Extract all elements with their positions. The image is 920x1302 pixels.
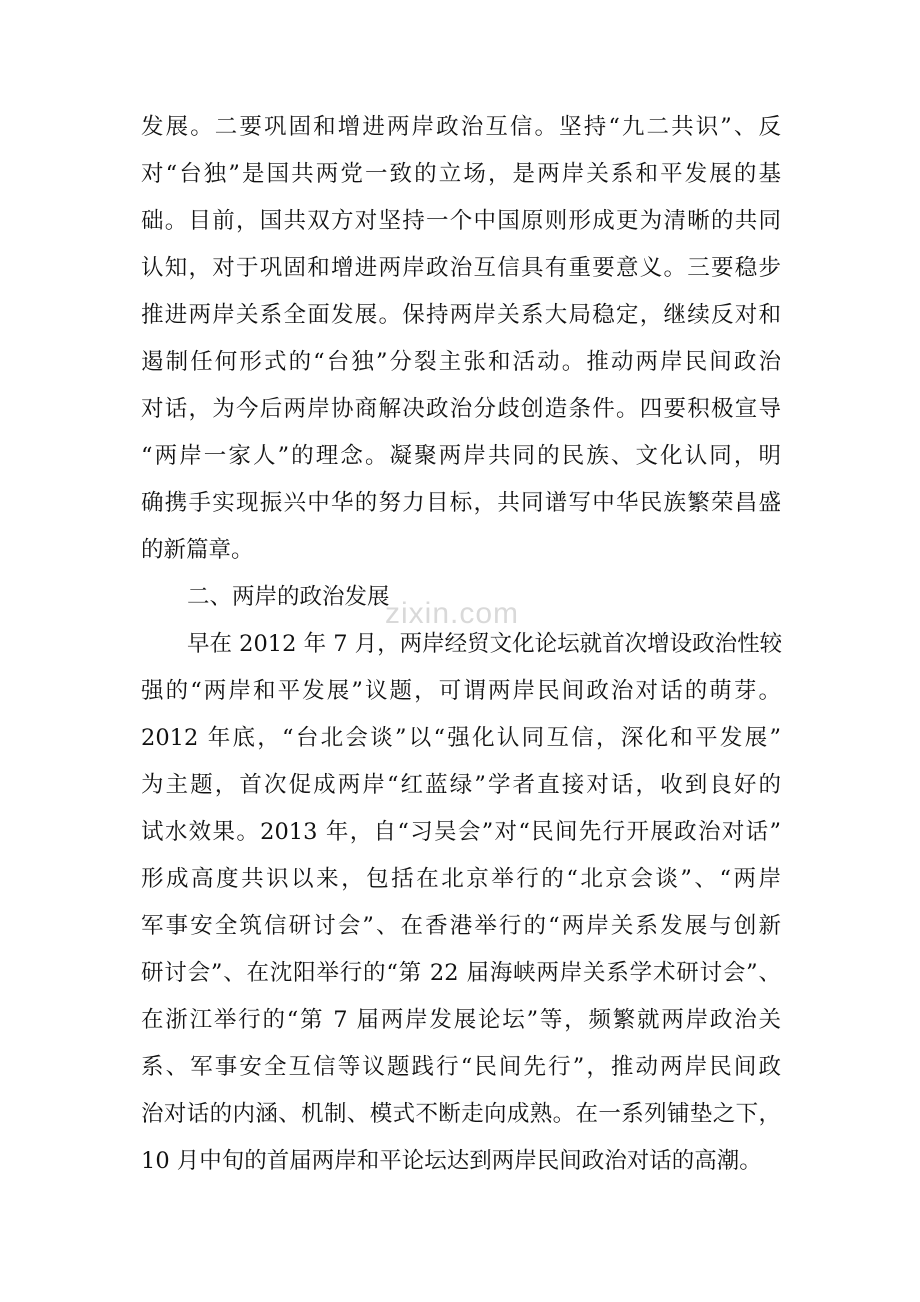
body-line: 强的“两岸和平发展”议题，可谓两岸民间政治对话的萌芽。 [141, 678, 781, 704]
body-line: “两岸一家人”的理念。凝聚两岸共同的民族、文化认同，明 [141, 443, 781, 469]
body-line: 2012 年底，“台北会谈”以“强化认同互信，深化和平发展” [141, 725, 781, 751]
body-line: 的新篇章。 [141, 537, 254, 563]
body-line: 推进两岸关系全面发展。保持两岸关系大局稳定，继续反对和 [141, 302, 781, 328]
body-line: 早在 2012 年 7 月，两岸经贸文化论坛就首次增设政治性较 [187, 631, 783, 657]
body-line: 对“台独”是国共两党一致的立场，是两岸关系和平发展的基 [141, 161, 781, 187]
body-line: 为主题，首次促成两岸“红蓝绿”学者直接对话，收到良好的 [141, 772, 781, 798]
body-line: 对话，为今后两岸协商解决政治分歧创造条件。四要积极宣导 [141, 396, 781, 422]
body-line: 10 月中旬的首届两岸和平论坛达到两岸民间政治对话的高潮。 [141, 1148, 762, 1174]
body-line: 在浙江举行的“第 7 届两岸发展论坛”等，频繁就两岸政治关 [141, 1007, 781, 1033]
body-line: 确携手实现振兴中华的努力目标，共同谱写中华民族繁荣昌盛 [141, 490, 781, 516]
body-line: 治对话的内涵、机制、模式不断走向成熟。在一系列铺垫之下， [141, 1101, 781, 1127]
body-line: 遏制任何形式的“台独”分裂主张和活动。推动两岸民间政治 [141, 349, 781, 375]
body-line: 研讨会”、在沈阳举行的“第 22 届海峡两岸关系学术研讨会”、 [141, 960, 781, 986]
body-line: 发展。二要巩固和增进两岸政治互信。坚持“九二共识”、反 [141, 114, 781, 140]
body-line: 系、军事安全互信等议题践行“民间先行”，推动两岸民间政 [141, 1054, 781, 1080]
body-line: 试水效果。2013 年，自“习吴会”对“民间先行开展政治对话” [141, 819, 781, 845]
document-body [141, 104, 781, 1185]
body-line: 军事安全筑信研讨会”、在香港举行的“两岸关系发展与创新 [141, 913, 781, 939]
section-heading: 二、两岸的政治发展 [187, 584, 390, 610]
watermark: zixin.com [385, 597, 520, 630]
body-line: 形成高度共识以来，包括在北京举行的“北京会谈”、“两岸 [141, 866, 781, 892]
body-line: 认知，对于巩固和增进两岸政治互信具有重要意义。三要稳步 [141, 255, 781, 281]
body-line: 础。目前，国共双方对坚持一个中国原则形成更为清晰的共同 [141, 208, 781, 234]
